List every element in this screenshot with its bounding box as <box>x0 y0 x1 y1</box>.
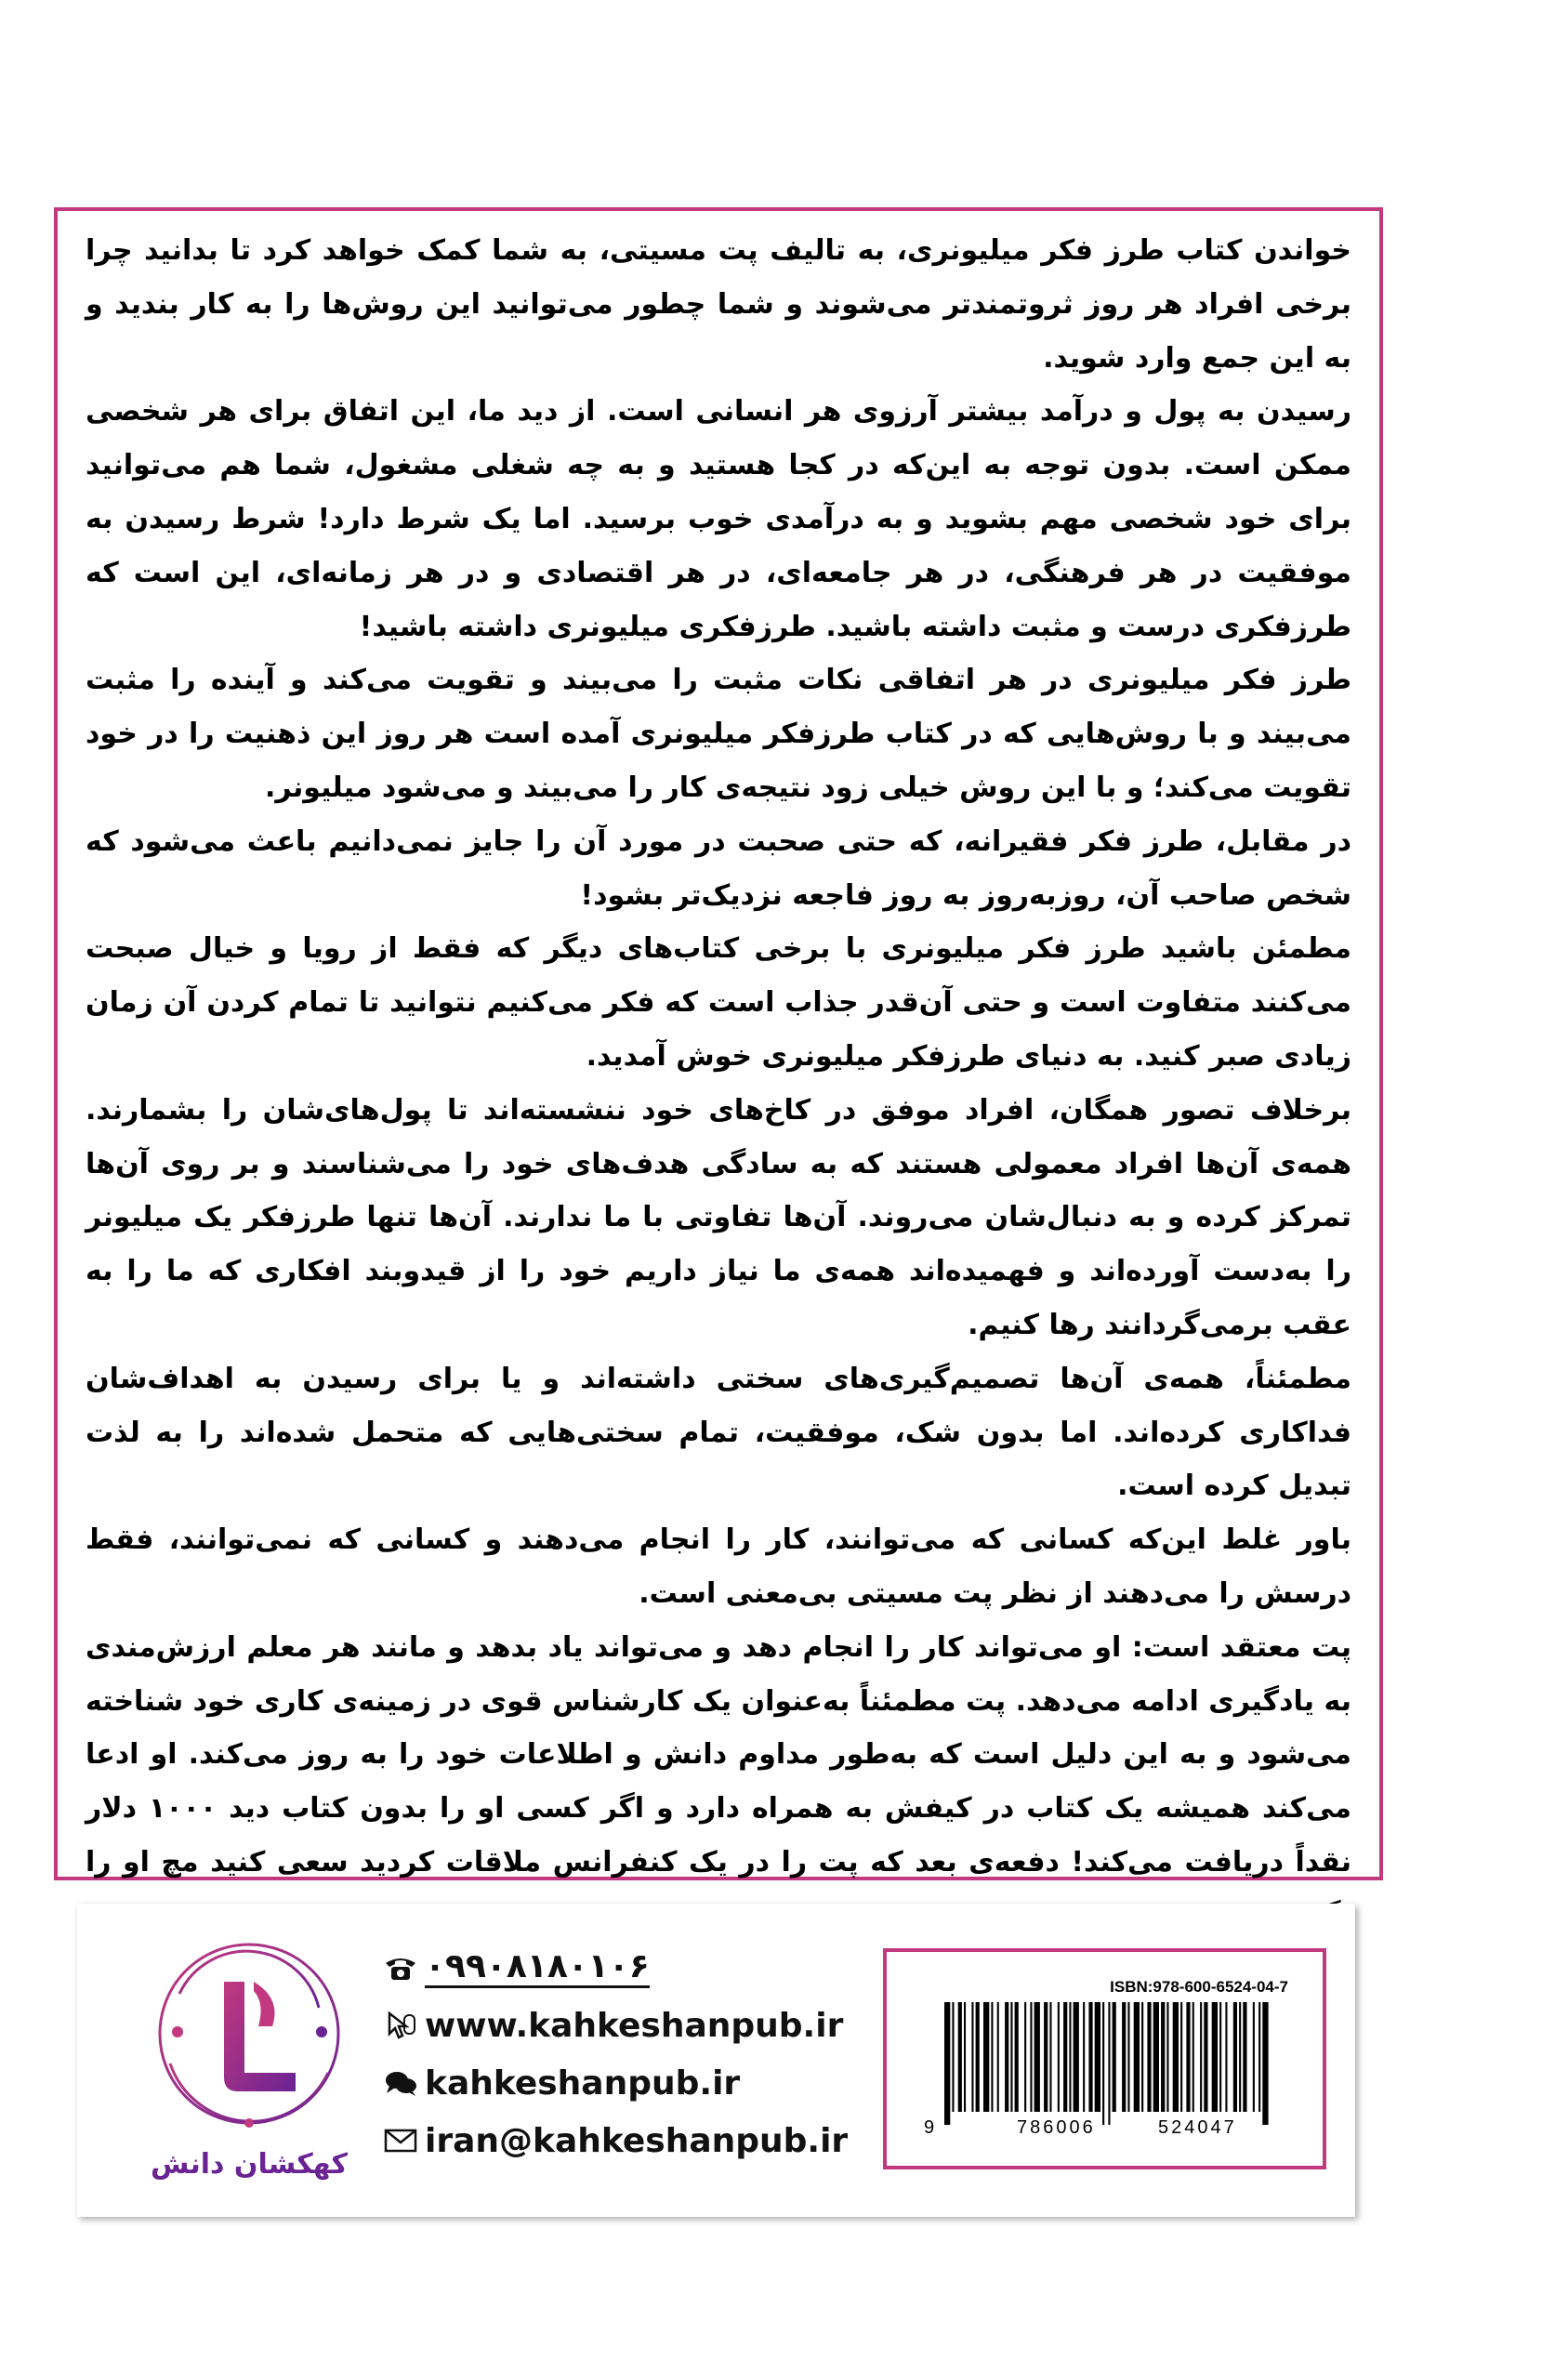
email-address[interactable]: iran@kahkeshanpub.ir <box>425 2121 849 2160</box>
contact-list <box>384 1939 942 2169</box>
isbn-label: ISBN:978-600-6524-04-7 <box>1110 1978 1288 1996</box>
barcode-frame <box>883 1948 1326 2169</box>
social-row <box>384 2054 942 2112</box>
publisher-logo <box>142 1924 356 2194</box>
phone-row <box>384 1939 942 1997</box>
publisher-info-panel <box>77 1904 1355 2217</box>
paragraph: در مقابل، طرز فکر فقیرانه، که حتی صحبت در مورد آن را جایز نمی‌دانیم باعث می‌شود که شخص صاحب آن، روزبه‌روز به روز فاجعه نزدیک‌تر بشود! <box>86 824 1351 912</box>
barcode-bars <box>924 1978 1288 2136</box>
website-link[interactable]: www.kahkeshanpub.ir <box>425 2006 844 2045</box>
social-handle[interactable]: kahkeshanpub.ir <box>425 2063 741 2103</box>
paragraph: مطمئن باشید طرز فکر میلیونری با برخی کتاب‌های دیگر که فقط از رویا و خیال صبحت می‌کنند متفاوت است و حتی آن‌قدر جذاب است که فکر می‌کنیم نتوانید تا تمام کردن آن زمان زیادی صبر کنید. به دنیای طرزفکر میلیونری خوش آمدید. <box>86 932 1351 1073</box>
paragraph: پت معتقد است: او می‌تواند کار را انجام دهد و می‌تواند یاد بدهد و مانند هر معلم ارزش‌مندی به یادگیری ادامه می‌دهد. پت مطمئناً به‌عنوان یک کارشناس قوی در زمینه‌ی کاری خود شناخته می‌شود و به این دلیل است که به‌طور مداوم دانش و اطلاعات خود را به روز می‌کند. او ادعا می‌کند همیشه یک کتاب در کیفش به همراه دارد و اگر کسی او را بدون کتاب دید ۱۰۰۰ دلار نقداً دریافت می‌کند! دفعه‌ی بعد که پت را در یک کنفرانس ملاقات کردید سعی کنید مچ او را <box>86 1630 1351 1879</box>
email-row <box>384 2112 942 2169</box>
barcode-left-digits: 786006 <box>1017 2117 1096 2138</box>
description-frame <box>54 207 1383 1880</box>
paragraph: رسیدن به پول و درآمد بیشتر آرزوی هر انسانی است. از دید ما، این اتفاق برای هر شخصی ممکن است. بدون توجه به این‌که در کجا هستید و به چه شغلی مشغول، شما هم می‌توانید برای خود شخصی مهم بشوید و به درآمدی خوب برسید. اما یک شرط دارد! شرط رسیدن به موفقیت در هر فرهنگی، در هر جامعه‌ای، در هر اقتصادی و در هر زمانه‌ای، این است که طرزفکری درست و مثبت داشته باشید. طرزفکری میلیونری داشته باشید! <box>86 395 1351 643</box>
mouse-pointer-icon <box>384 2010 417 2041</box>
paragraph: برخلاف تصور همگان، افراد موفق در کاخ‌های خود ننشسته‌اند تا پول‌های‌شان را بشمارند. همه‌ی آن‌ها افراد معمولی هستند که به سادگی هدف‌های خود را می‌شناسند و بر روی آن‌ها تمرکز کرده و به دنبال‌شان می‌روند. آن‌ها تفاوتی با ما ندارند. آن‌ها تنها طرزفکر یک میلیونر را به‌دست آورده‌اند و فهمیده‌اند همه‌ی ما نیاز داریم خود را از قیدوبند افکاری که ما را به عقب برمی‌گردانند رها کنیم. <box>86 1093 1351 1341</box>
publisher-logo-text: کهکشان دانش <box>151 2148 348 2181</box>
chat-bubbles-icon <box>384 2067 417 2099</box>
barcode-right-digits: 524047 <box>1158 2117 1237 2138</box>
paragraph: مطمئناً، همه‌ی آن‌ها تصمیم‌گیری‌های سختی داشته‌اند و یا برای رسیدن به اهداف‌شان فداکاری کرده‌اند. اما بدون شک، موفقیت، تمام سختی‌هایی که متحمل شده‌اند را به لذت تبدیل کرده است. <box>86 1362 1351 1503</box>
website-row <box>384 1997 942 2054</box>
paragraph: خواندن کتاب طرز فکر میلیونری، به تالیف پت مسیتی، به شما کمک خواهد کرد تا بدانید چرا برخی افراد هر روز ثروتمندتر می‌شوند و شما چطور می‌توانید این روش‌ها را به کار بندید و به این جمع وارد شوید. <box>86 234 1351 375</box>
paragraph: باور غلط این‌که کسانی که می‌توانند، کار را انجام می‌دهند و کسانی که نمی‌توانند، فقط درسش را می‌دهند از نظر پت مسیتی بی‌معنی است. <box>86 1523 1351 1610</box>
isbn-barcode <box>924 1978 1288 2136</box>
phone-number: ۰۹۹۰۸۱۸۰۱۰۶ <box>425 1948 650 1988</box>
envelope-icon <box>384 2128 417 2154</box>
paragraph: طرز فکر میلیونری در هر اتفاقی نکات مثبت را می‌بیند و تقویت می‌کند و آینده را مثبت می‌بیند و با روش‌هایی که در کتاب طرزفکر میلیونری آمده است هر روز این ذهنیت را در خود تقویت می‌کند؛ و با این روش خیلی زود نتیجه‌ی کار را می‌بیند و می‌شود میلیونر. <box>86 664 1351 804</box>
phone-icon <box>384 1954 417 1982</box>
barcode-first-digit: 9 <box>924 2117 935 2138</box>
